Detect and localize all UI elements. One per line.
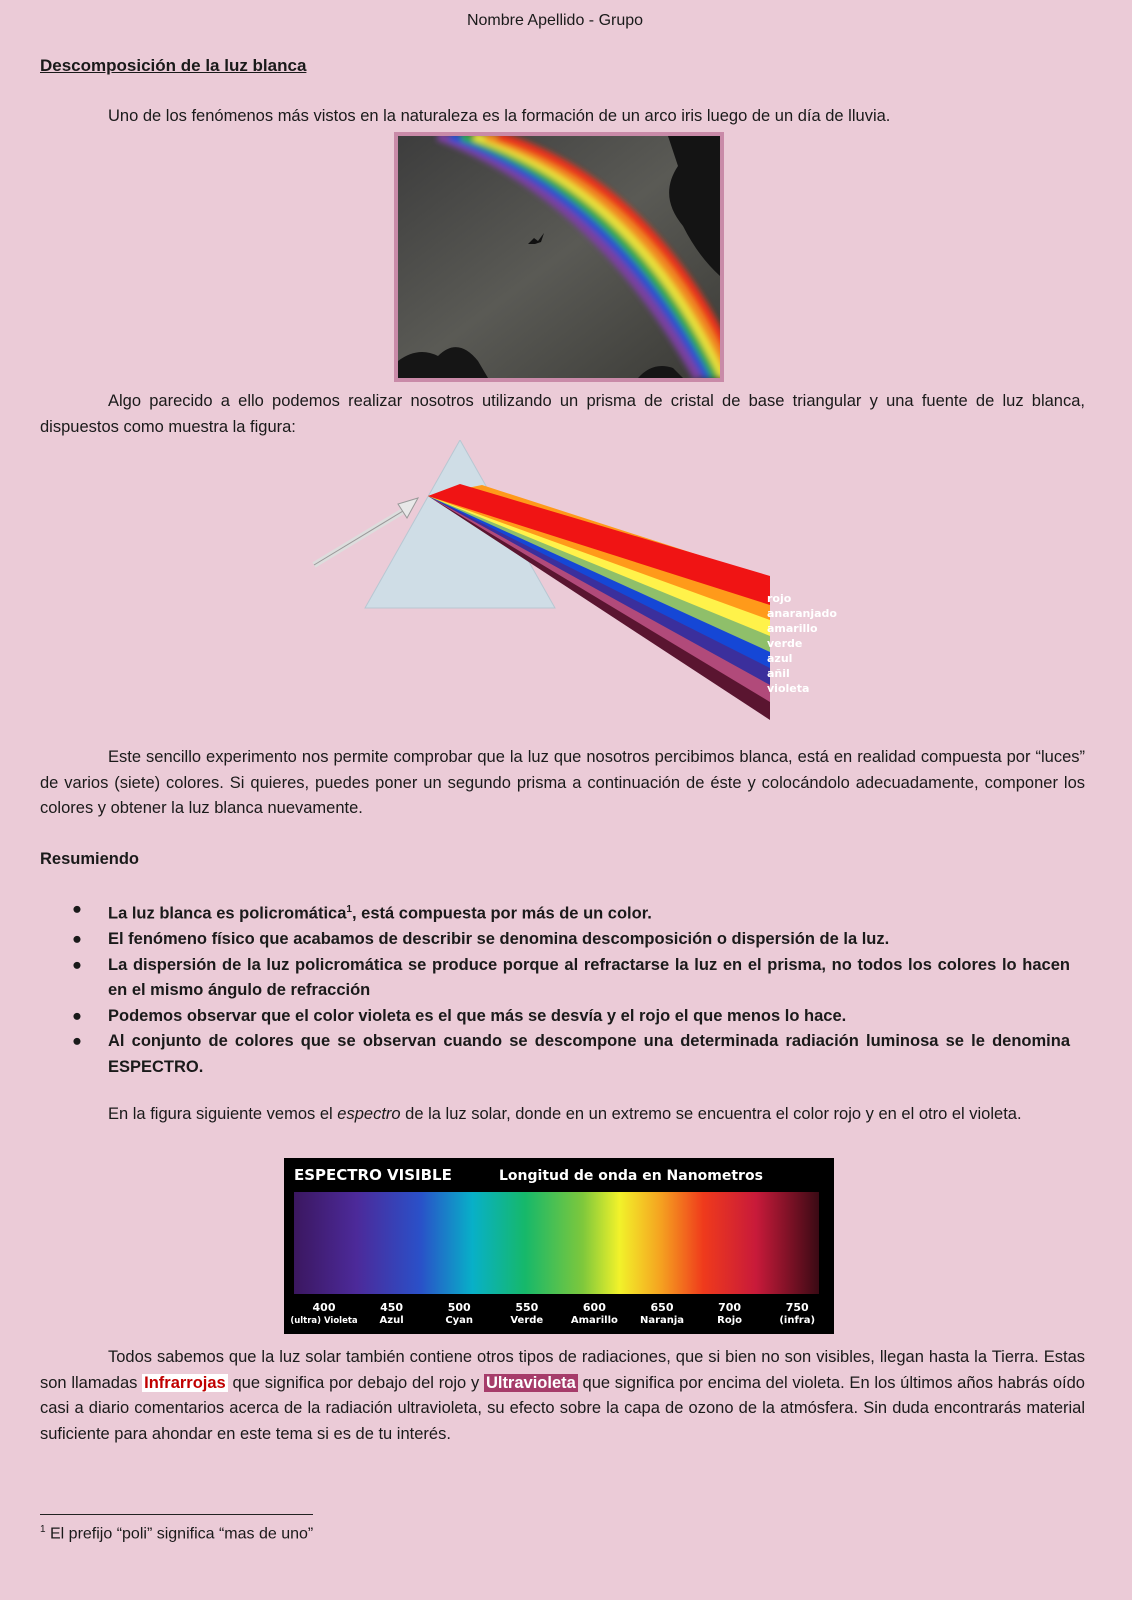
- document-title: Descomposición de la luz blanca: [40, 56, 307, 75]
- tick-color-name: Amarillo: [570, 1315, 618, 1326]
- prism-color-labels: [767, 592, 837, 695]
- footnote-separator: [40, 1514, 313, 1515]
- list-item: ● Al conjunto de colores que se observan cuando se descompone una determinada radiación luminosa se le denomina ESPECTRO.: [72, 1032, 1070, 1076]
- spectrum-title-left: ESPECTRO VISIBLE: [294, 1166, 452, 1184]
- tick-nm: 400: [312, 1301, 336, 1314]
- list-item: ● La luz blanca es policromática$^1$, está compuesta por más de un color.: [72, 900, 652, 923]
- label-amarillo: amarillo: [767, 622, 818, 635]
- footnote-ref[interactable]: 1: [346, 904, 352, 915]
- label-azul: azul: [767, 652, 793, 665]
- tick-nm: 550: [515, 1301, 539, 1314]
- label-rojo: rojo: [767, 592, 792, 605]
- tick-nm: 700: [718, 1301, 742, 1314]
- tick-nm: 500: [447, 1301, 471, 1314]
- tick-color-name: (infra): [779, 1315, 816, 1326]
- list-item: ● El fenómeno físico que acabamos de describir se denomina descomposición o dispersión de la luz.: [72, 930, 890, 948]
- spectrum-title-right: Longitud de onda en Nanometros: [499, 1168, 763, 1184]
- paragraph-spectrum: En la figura siguiente vemos el espectro de la luz solar, donde en un extremo se encuentra el color rojo y en el otro el violeta.: [108, 1105, 1022, 1123]
- page-header: Nombre Apellido - Grupo: [466, 12, 644, 29]
- tick-nm: 650: [650, 1301, 674, 1314]
- tick-color-name: Cyan: [445, 1315, 474, 1326]
- infrarrojas-highlight: Infrarrojas: [144, 1373, 226, 1392]
- label-anil: añil: [767, 667, 790, 680]
- tick-color-name: (ultra) Violeta: [290, 1316, 358, 1326]
- label-verde: verde: [767, 637, 803, 650]
- paragraph-intro: Uno de los fenómenos más vistos en la naturaleza es la formación de un arco iris luego de un día de lluvia.: [108, 107, 891, 125]
- visible-spectrum-figure: [284, 1158, 834, 1334]
- paragraph-prism-intro: Algo parecido a ello podemos realizar nosotros utilizando un prisma de cristal de base triangular y una fuente de luz blanca, dispuestos como muestra la figura:: [40, 392, 1085, 436]
- summary-heading: Resumiendo: [40, 850, 140, 868]
- tick-nm: 750: [785, 1301, 809, 1314]
- label-violeta: violeta: [767, 682, 810, 695]
- tick-color-name: Rojo: [717, 1315, 743, 1326]
- list-item: ● La dispersión de la luz policromática se produce porque al refractarse la luz en el prisma, no todos los colores lo hacen en el mismo ángulo de refracción: [72, 955, 1070, 999]
- tick-nm: 600: [582, 1301, 606, 1314]
- prism-diagram: [310, 440, 850, 725]
- tick-color-name: Azul: [379, 1315, 404, 1326]
- rainbow-illustration: [398, 136, 720, 378]
- rainbow-photo: [394, 132, 724, 382]
- ultravioleta-highlight: Ultravioleta: [485, 1373, 576, 1392]
- tick-nm: 450: [380, 1301, 404, 1314]
- paragraph-radiations: Todos sabemos que la luz solar también contiene otros tipos de radiaciones, que si bien no son visibles, llegan hasta la Tierra. Estas son llamadas Infrarrojas que significa por debajo del rojo y Ultravioleta que significa por encima del violeta. En los últimos años habrás oído casi a diario comentarios acerca de la radiación ultravioleta, su efecto sobre la capa de ozono de la atmósfera. Sin duda encontrarás material suficiente para ahondar en este tema si es de tu interés.: [40, 1348, 1085, 1443]
- footnote: $^1$ El prefijo “poli” significa “mas de uno”: [40, 1524, 314, 1543]
- paragraph-experiment: Este sencillo experimento nos permite comprobar que la luz que nosotros percibimos blanca, está en realidad compuesta por “luces” de varios (siete) colores. Si quieres, puedes poner un segundo prisma a continuación de éste y colocándolo adecuadamente, componer los colores y obtener la luz blanca nuevamente.: [40, 748, 1085, 817]
- tick-color-name: Naranja: [639, 1315, 685, 1326]
- label-anaranjado: anaranjado: [767, 607, 837, 620]
- list-item: ● Podemos observar que el color violeta es el que más se desvía y el rojo el que menos lo hace.: [72, 1006, 847, 1025]
- tick-color-name: Verde: [510, 1315, 544, 1326]
- summary-list: [40, 897, 1070, 1080]
